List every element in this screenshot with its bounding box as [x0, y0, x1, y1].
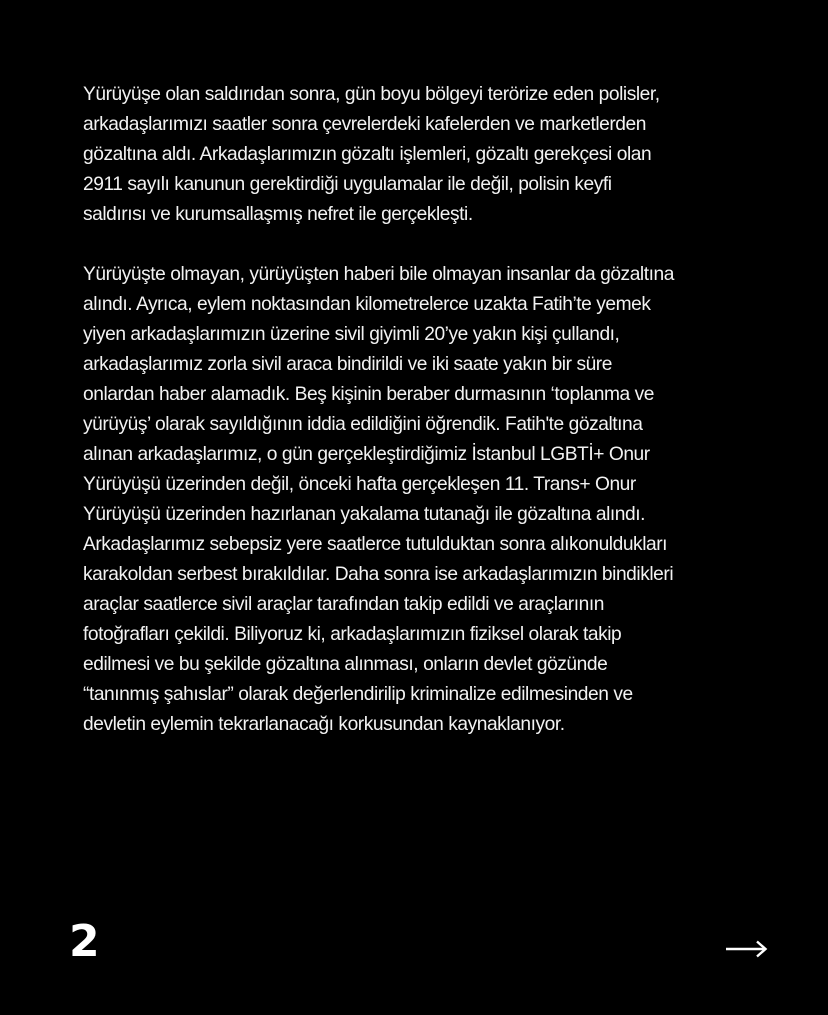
- article-body: [83, 80, 763, 740]
- paragraph-2: [83, 260, 763, 740]
- text-line: edilmesi ve bu şekilde gözaltına alınması, onların devlet gözünde: [83, 654, 608, 675]
- text-line: Yürüyüşü üzerinden değil, önceki hafta gerçekleşen 11. Trans+ Onur: [83, 474, 636, 495]
- text-line: devletin eylemin tekrarlanacağı korkusundan kaynaklanıyor.: [83, 714, 565, 735]
- text-line: arkadaşlarımızı saatler sonra çevrelerdeki kafelerden ve marketlerden: [83, 114, 646, 135]
- text-line: Yürüyüşü üzerinden hazırlanan yakalama tutanağı ile gözaltına alındı.: [83, 504, 646, 525]
- text-line: onlardan haber alamadık. Beş kişinin beraber durmasının ‘toplanma ve: [83, 384, 654, 405]
- text-line: gözaltına aldı. Arkadaşlarımızın gözaltı işlemleri, gözaltı gerekçesi olan: [83, 144, 652, 165]
- text-line: arkadaşlarımız zorla sivil araca bindirildi ve iki saate yakın bir süre: [83, 354, 612, 375]
- text-line: karakoldan serbest bırakıldılar. Daha sonra ise arkadaşlarımızın bindikleri: [83, 564, 674, 585]
- text-line: fotoğrafları çekildi. Biliyoruz ki, arkadaşlarımızın fiziksel olarak takip: [83, 624, 622, 645]
- text-line: Yürüyüşe olan saldırıdan sonra, gün boyu bölgeyi terörize eden polisler,: [83, 84, 660, 105]
- text-line: 2911 sayılı kanunun gerektirdiği uygulamalar ile değil, polisin keyfi: [83, 174, 612, 195]
- text-line: alınan arkadaşlarımız, o gün gerçekleştirdiğimiz İstanbul LGBTİ+ Onur: [83, 444, 650, 465]
- text-line: Yürüyüşte olmayan, yürüyüşten haberi bile olmayan insanlar da gözaltına: [83, 264, 674, 285]
- text-line: alındı. Ayrıca, eylem noktasından kilometrelerce uzakta Fatih’te yemek: [83, 294, 651, 315]
- text-line: “tanınmış şahıslar” olarak değerlendirilip kriminalize edilmesinden ve: [83, 684, 633, 705]
- text-line: saldırısı ve kurumsallaşmış nefret ile gerçekleşti.: [83, 204, 473, 225]
- page-number: 2: [69, 916, 100, 967]
- paragraph-1: [83, 80, 763, 230]
- arrow-right-icon[interactable]: [725, 937, 769, 961]
- text-line: Arkadaşlarımız sebepsiz yere saatlerce tutulduktan sonra alıkonuldukları: [83, 534, 668, 555]
- text-line: yiyen arkadaşlarımızın üzerine sivil giyimli 20’ye yakın kişi çullandı,: [83, 324, 620, 345]
- text-line: yürüyüş’ olarak sayıldığının iddia edildiğini öğrendik. Fatih'te gözaltına: [83, 414, 643, 435]
- text-line: araçlar saatlerce sivil araçlar tarafından takip edildi ve araçlarının: [83, 594, 604, 615]
